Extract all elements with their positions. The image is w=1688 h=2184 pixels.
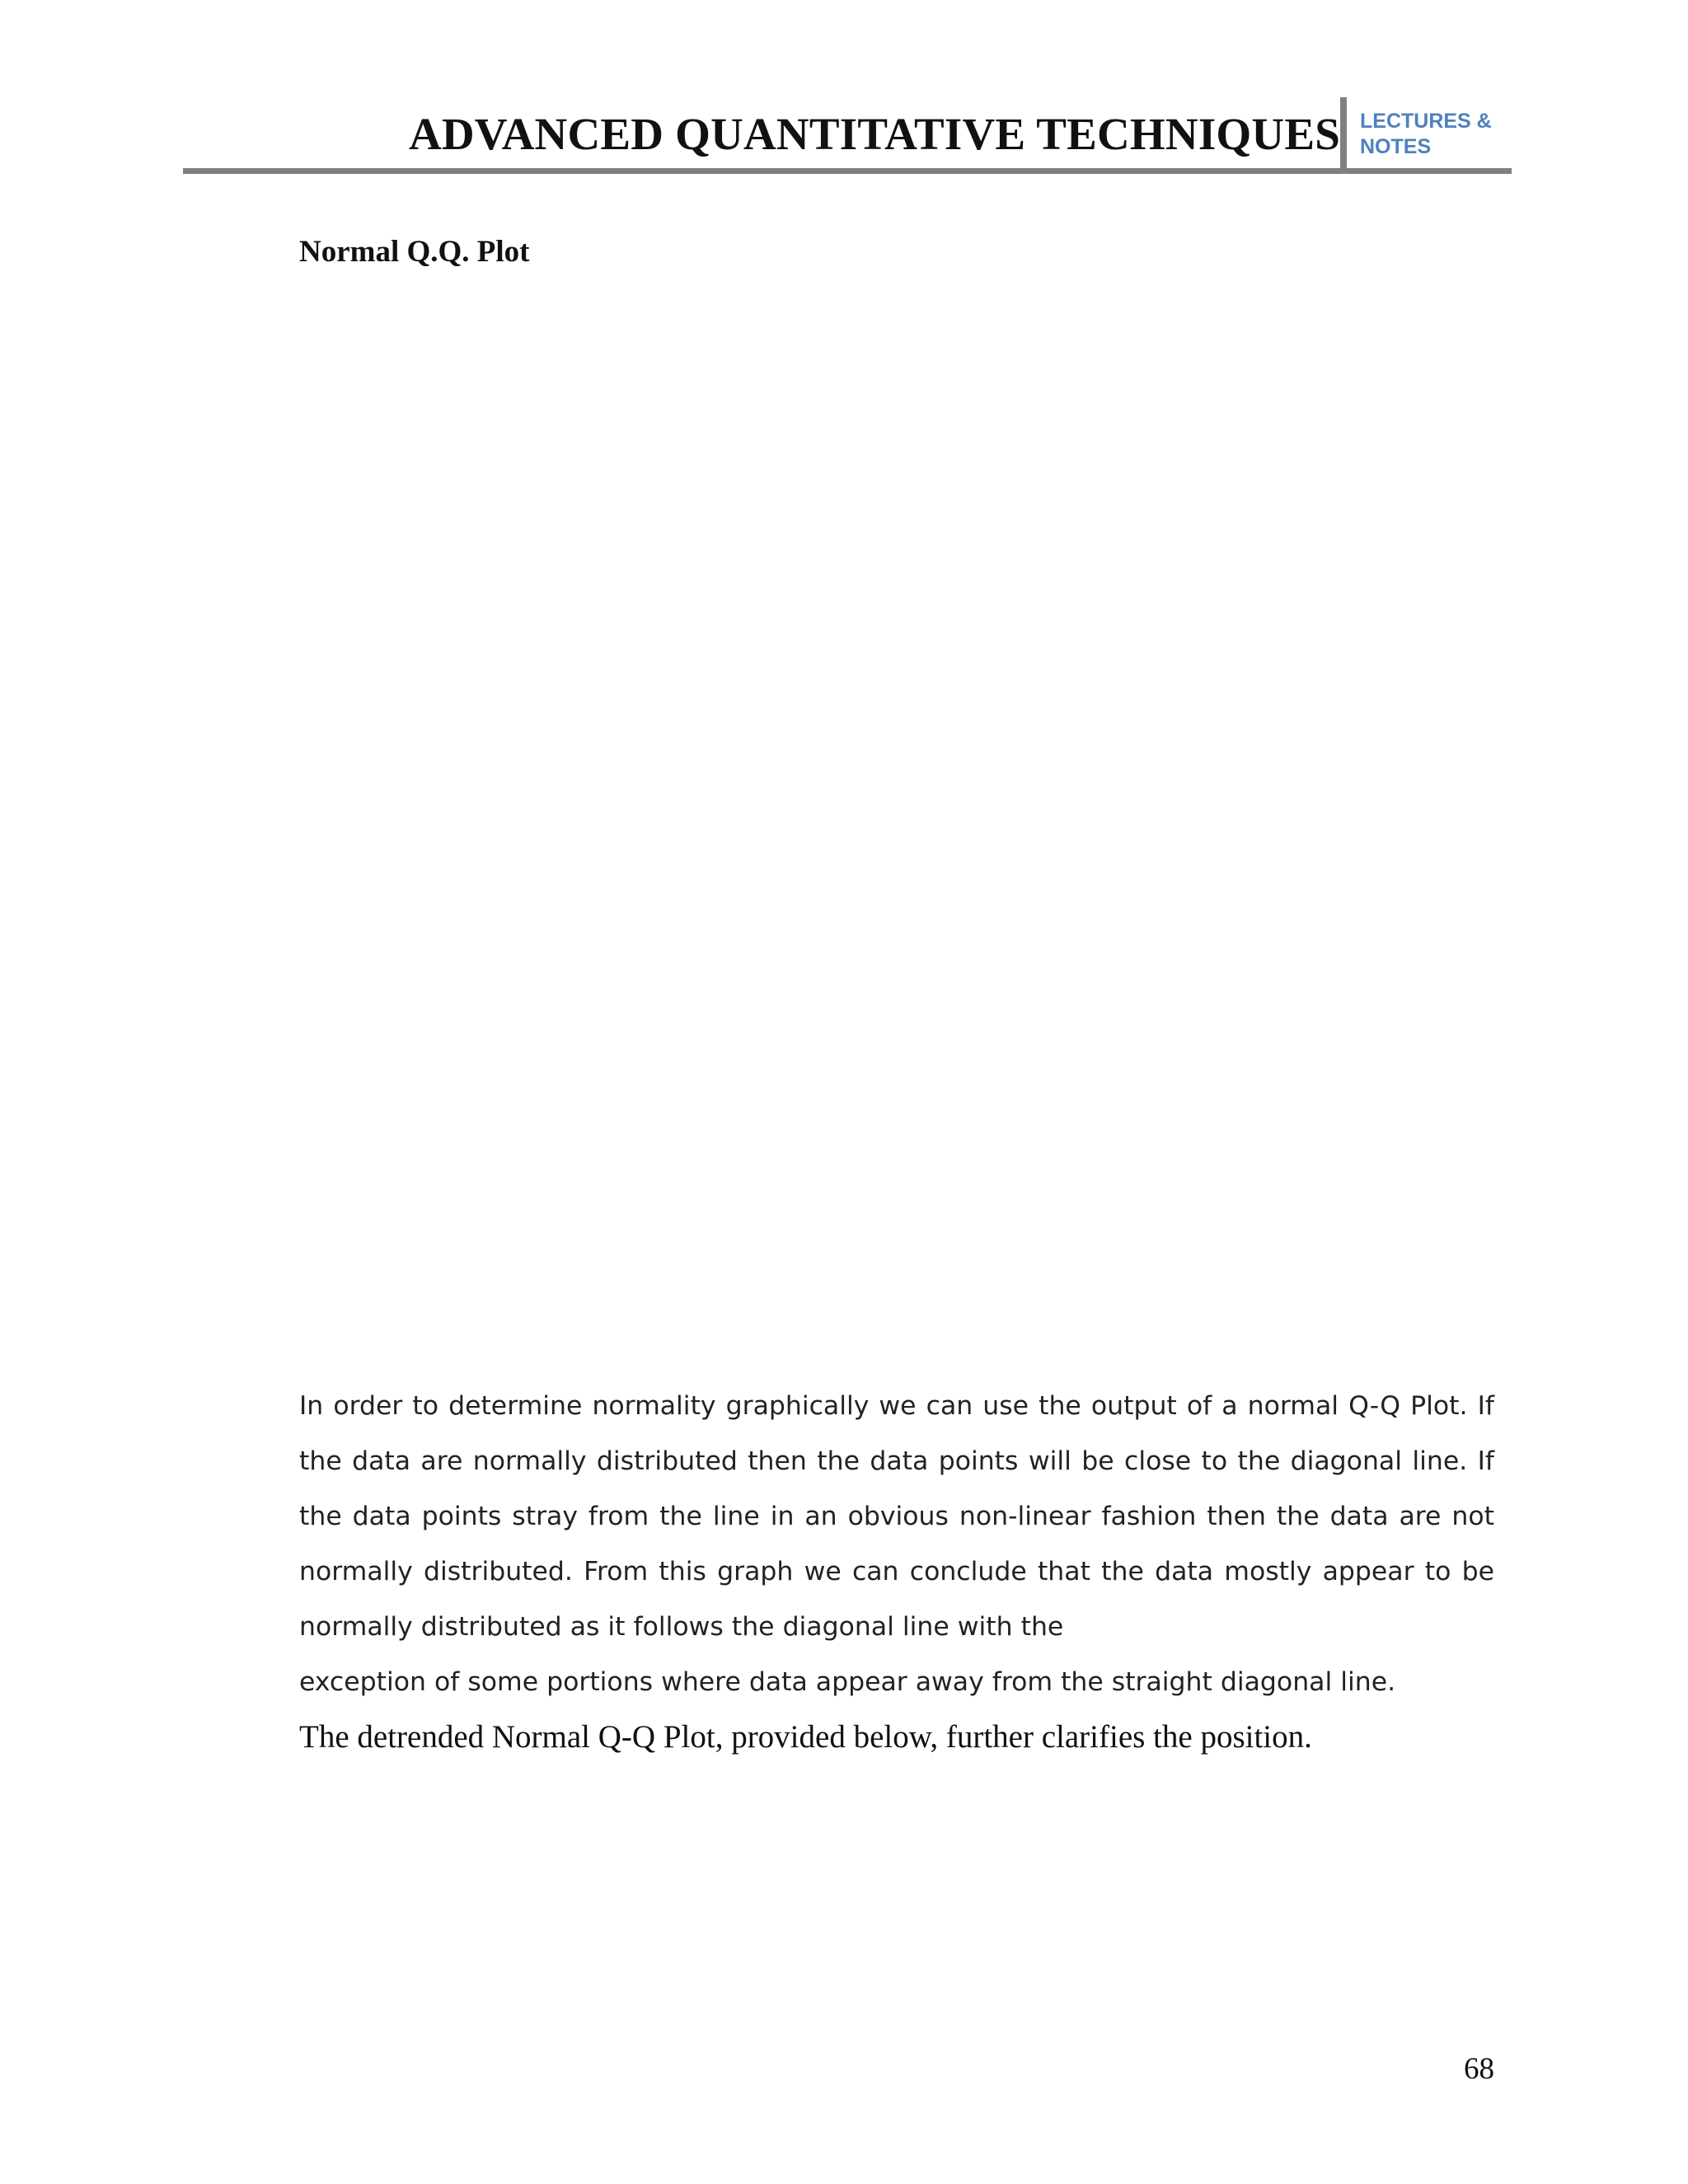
page-number: 68 (1464, 2052, 1494, 2086)
body-paragraph (299, 1379, 1494, 1710)
header-title: ADVANCED QUANTITATIVE TECHNIQUES (408, 109, 1340, 159)
header-tag-line1: LECTURES & (1360, 110, 1492, 133)
figure-blank-area (299, 297, 1494, 1343)
header-tag (1360, 109, 1492, 160)
body-paragraph-text: In order to determine normality graphically we can use the output of a normal Q-Q Plot. If the data are normally distributed then the data points will be close to the diagonal line. If the data points stray from the line in an obvious non-linear fashion then the data are not normally distributed. From this graph we can conclude that the data mostly appear to be normally distributed as it follows the diagonal line with the (299, 1391, 1494, 1642)
header-tag-line2: NOTES (1360, 135, 1432, 158)
header-divider (1340, 97, 1347, 171)
page-header (183, 97, 1512, 175)
header-rule (183, 168, 1512, 174)
body-paragraph-last-line: exception of some portions where data appear away from the straight diagonal line. (299, 1667, 1396, 1697)
body-serif-line: The detrended Normal Q-Q Plot, provided below, further clarifies the position. (299, 1719, 1312, 1755)
section-heading: Normal Q.Q. Plot (299, 235, 530, 269)
